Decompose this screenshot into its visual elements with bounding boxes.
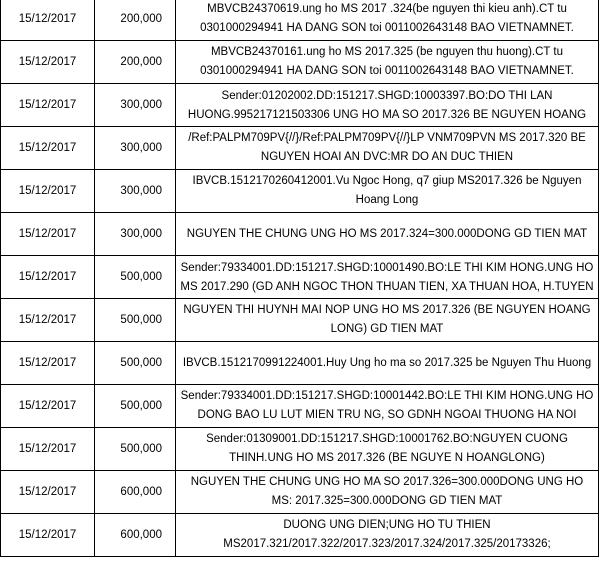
amount-cell: 500,000	[95, 256, 176, 299]
table-row	[1, 127, 599, 170]
description-text: NGUYEN THI HUYNH MAI NOP UNG HO MS 2017.326 (BE NGUYEN HOANG LONG) GD TIEN MAT	[183, 304, 591, 335]
table-row	[1, 299, 599, 342]
amount-cell: 500,000	[95, 342, 176, 385]
description-text: NGUYEN THE CHUNG UNG HO MA SO 2017.326=300.000DONG UNG HO MS: 2017.325=300.000DONG GD TIEN MAT	[190, 476, 584, 507]
date-cell: 15/12/2017	[1, 127, 95, 170]
date-cell: 15/12/2017	[1, 256, 95, 299]
description-cell	[176, 84, 599, 127]
amount-cell: 600,000	[95, 514, 176, 557]
description-cell	[176, 514, 599, 557]
table-row	[1, 514, 599, 557]
description-text: Sender:79334001.DD:151217.SHGD:10001490.BO:LE THI KIM HONG.UNG HO MS 2017.290 (GD ANH NGOC THON THUAN TIEN, XA THUAN HOA, H.TUYEN	[180, 262, 594, 293]
table-row	[1, 170, 599, 213]
date-cell: 15/12/2017	[1, 385, 95, 428]
amount-cell: 500,000	[95, 428, 176, 471]
date-cell: 15/12/2017	[1, 514, 95, 557]
table-row	[1, 0, 599, 41]
amount-cell: 300,000	[95, 170, 176, 213]
date-cell: 15/12/2017	[1, 170, 95, 213]
description-cell	[176, 127, 599, 170]
description-cell	[176, 471, 599, 514]
description-cell	[176, 0, 599, 41]
date-cell: 15/12/2017	[1, 41, 95, 84]
description-cell	[176, 170, 599, 213]
description-text: Sender:79334001.DD:151217.SHGD:10001442.BO:LE THI KIM HONG.UNG HO DONG BAO LU LUT MIEN TRU NG, SO GDNH NGOAI THUONG HA NOI	[180, 390, 594, 421]
description-text: Sender:01309001.DD:151217.SHGD:10001762.BO:NGUYEN CUONG THINH.UNG HO MS 2017.326 (BE NGUYE N HOANGLONG)	[206, 433, 568, 464]
amount-cell: 500,000	[95, 299, 176, 342]
description-cell	[176, 213, 599, 256]
transactions-body	[1, 0, 599, 557]
description-cell	[176, 256, 599, 299]
table-row	[1, 41, 599, 84]
description-text: IBVCB.1512170991224001.Huy Ung ho ma so 2017.325 be Nguyen Thu Huong	[182, 356, 592, 369]
amount-cell: 200,000	[95, 41, 176, 84]
date-cell: 15/12/2017	[1, 428, 95, 471]
description-cell	[176, 41, 599, 84]
description-cell	[176, 342, 599, 385]
table-row	[1, 471, 599, 514]
date-cell: 15/12/2017	[1, 299, 95, 342]
date-cell: 15/12/2017	[1, 0, 95, 41]
amount-cell: 300,000	[95, 127, 176, 170]
description-cell	[176, 299, 599, 342]
table-row	[1, 428, 599, 471]
amount-cell: 200,000	[95, 0, 176, 41]
description-text: MBVCB24370161.ung ho MS 2017.325 (be nguyen thu huong).CT tu 0301000294941 HA DANG SON toi 0011002643148 BAO VIETNAMNET.	[200, 46, 574, 77]
amount-cell: 300,000	[95, 84, 176, 127]
description-text: MBVCB24370619.ung ho MS 2017 .324(be nguyen thi kieu anh).CT tu 0301000294941 HA DANG SON toi 0011002643148 BAO VIETNAMNET.	[200, 3, 574, 34]
table-row	[1, 342, 599, 385]
description-cell	[176, 428, 599, 471]
date-cell: 15/12/2017	[1, 342, 95, 385]
table-row	[1, 213, 599, 256]
description-text: /Ref:PALPM709PV{//}/Ref:PALPM709PV{//}LP VNM709PVN MS 2017.320 BE NGUYEN HOAI AN DVC:MR DO AN DUC THIEN	[188, 132, 586, 163]
table-row	[1, 84, 599, 127]
date-cell: 15/12/2017	[1, 84, 95, 127]
description-text: IBVCB.1512170260412001.Vu Ngoc Hong, q7 giup MS2017.326 be Nguyen Hoang Long	[192, 175, 582, 206]
amount-cell: 500,000	[95, 385, 176, 428]
date-cell: 15/12/2017	[1, 471, 95, 514]
table-row	[1, 385, 599, 428]
description-cell	[176, 385, 599, 428]
date-cell: 15/12/2017	[1, 213, 95, 256]
description-text: DUONG UNG DIEN;UNG HO TU THIEN MS2017.321/2017.322/2017.323/2017.324/2017.325/20173326;	[223, 519, 551, 550]
description-text: NGUYEN THE CHUNG UNG HO MS 2017.324=300.000DONG GD TIEN MAT	[186, 227, 588, 240]
description-text: Sender:01202002.DD:151217.SHGD:10003397.BO:DO THI LAN HUONG.995217121503306 UNG HO MA SO 2017.326 BE NGUYEN HOANG	[187, 90, 587, 121]
amount-cell: 300,000	[95, 213, 176, 256]
amount-cell: 600,000	[95, 471, 176, 514]
table-row	[1, 256, 599, 299]
